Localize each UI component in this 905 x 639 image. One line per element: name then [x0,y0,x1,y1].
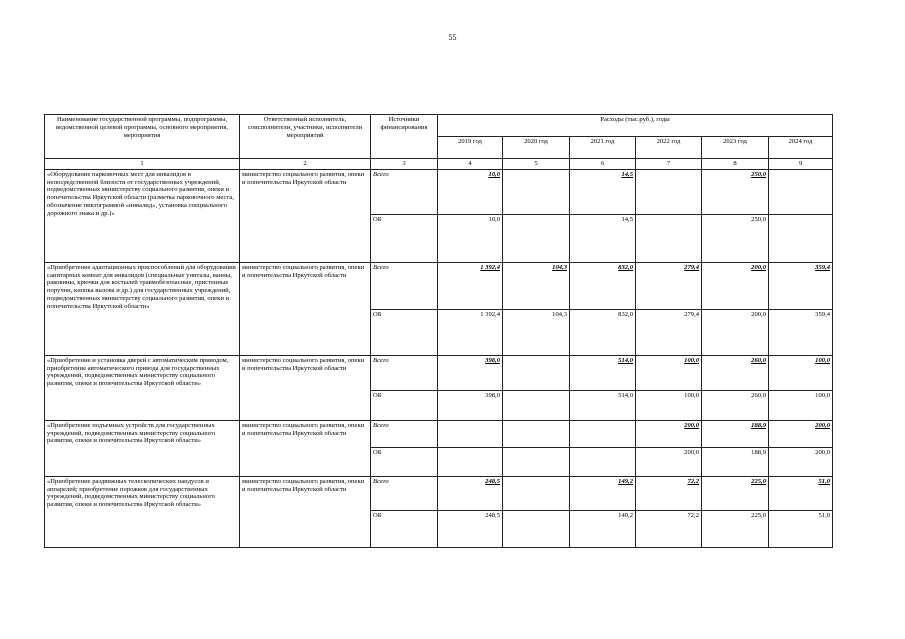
funding-source-ob: ОБ [371,309,438,355]
column-number: 8 [702,159,769,170]
ob-value: 225,0 [702,510,769,547]
header-source: Источники финансирования [371,115,438,159]
ob-value: 149,2 [570,510,636,547]
funding-source-total: Всего [371,420,438,447]
responsible-executor: министерство социального развития, опеки и попечительства Иркутской области [240,476,371,547]
column-number: 9 [769,159,833,170]
table-row [45,355,833,390]
total-value [438,420,503,447]
ob-value [769,214,833,262]
funding-source-total: Всего [371,262,438,309]
ob-value: 100,0 [636,390,702,420]
funding-source-total: Всего [371,476,438,510]
table-row [45,420,833,447]
total-value: 260,0 [702,355,769,390]
ob-value: 200,0 [636,447,702,476]
ob-value: 200,0 [769,447,833,476]
total-value: 200,0 [702,262,769,309]
funding-source-ob: ОБ [371,390,438,420]
ob-value: 14,5 [570,214,636,262]
total-value: 72,2 [636,476,702,510]
ob-value: 248,5 [438,510,503,547]
ob-value: 104,3 [503,309,570,355]
total-value: 514,0 [570,355,636,390]
total-value: 100,0 [636,355,702,390]
total-value: 832,0 [570,262,636,309]
total-value [503,169,570,214]
total-value: 398,0 [438,355,503,390]
ob-value [503,510,570,547]
ob-value [503,214,570,262]
ob-value [636,214,702,262]
ob-value: 514,0 [570,390,636,420]
table-row [45,476,833,510]
total-value [570,420,636,447]
responsible-executor: министерство социального развития, опеки и попечительства Иркутской области [240,355,371,420]
header-year: 2019 год [438,137,503,159]
total-value [503,420,570,447]
ob-value: 100,0 [769,390,833,420]
ob-value: 279,4 [636,309,702,355]
activity-name: «Оборудование парковочных мест для инвалидов в непосредственной близости от государственных учреждений, подведомственных министерству социального развития, опеки и попечительства Иркутской области (разметка парковочного места, обозначение пиктограммой «инвалид», установка специального дорожного знака и др.)» [45,169,240,262]
total-value: 200,0 [769,420,833,447]
total-value [769,169,833,214]
ob-value [570,447,636,476]
ob-value: 1 392,4 [438,309,503,355]
header-expenses: Расходы (тыс.руб.), годы [438,115,833,137]
ob-value: 398,0 [438,390,503,420]
header-year: 2024 год [769,137,833,159]
ob-value: 260,0 [702,390,769,420]
funding-source-ob: ОБ [371,447,438,476]
total-value: 359,4 [769,262,833,309]
ob-value: 359,4 [769,309,833,355]
ob-value: 188,9 [702,447,769,476]
ob-value: 832,0 [570,309,636,355]
ob-value: 51,0 [769,510,833,547]
total-value [503,476,570,510]
activity-name: «Приобретение адаптационных приспособлений для оборудования санитарных комнат для инвалидов (специальные унитазы, ванны, раковины, крючки для костылей травмобезопасные, пристенные поручни, кнопка вызова и др.) для государственных учреждений, подведомственных министерству социального развития, опеки и попечительства Иркутской области» [45,262,240,355]
total-value: 188,9 [702,420,769,447]
ob-value [438,447,503,476]
funding-source-ob: ОБ [371,510,438,547]
column-number: 7 [636,159,702,170]
column-number: 5 [503,159,570,170]
total-value: 248,5 [438,476,503,510]
total-value: 100,0 [769,355,833,390]
header-name: Наименование государственной программы, подпрограммы, ведомственной целевой программы, основного мероприятия, мероприятия [45,115,240,159]
page-number: 55 [448,33,457,42]
ob-value: 200,0 [702,309,769,355]
funding-source-total: Всего [371,169,438,214]
funding-source-total: Всего [371,355,438,390]
total-value [636,169,702,214]
responsible-executor: министерство социального развития, опеки и попечительства Иркутской области [240,262,371,355]
column-number: 4 [438,159,503,170]
column-number: 6 [570,159,636,170]
header-year: 2021 год [570,137,636,159]
header-executor: Ответственный исполнитель, соисполнители, участники, исполнители мероприятий [240,115,371,159]
total-value: 250,0 [702,169,769,214]
total-value [503,355,570,390]
funding-source-ob: ОБ [371,214,438,262]
total-value: 279,4 [636,262,702,309]
ob-value: 72,2 [636,510,702,547]
column-number: 1 [45,159,240,170]
header-year: 2023 год [702,137,769,159]
total-value: 51,0 [769,476,833,510]
header-year: 2020 год [503,137,570,159]
total-value: 200,0 [636,420,702,447]
total-value: 104,3 [503,262,570,309]
ob-value: 10,0 [438,214,503,262]
activity-name: «Приобретение раздвижных телескопических пандусов и аппарелей; приобретение порожков для государственных учреждений, подведомственных министерству социального развития, опеки и попечительства Иркутской области» [45,476,240,547]
activity-name: «Приобретение подъемных устройств для государственных учреждений, подведомственных министерству социального развития, опеки и попечительства Иркутской области» [45,420,240,476]
ob-value [503,390,570,420]
ob-value [503,447,570,476]
column-number: 3 [371,159,438,170]
ob-value: 250,0 [702,214,769,262]
total-value: 1 392,4 [438,262,503,309]
total-value: 149,2 [570,476,636,510]
total-value: 10,0 [438,169,503,214]
table-row [45,169,833,214]
expenses-table [44,114,833,548]
total-value: 14,5 [570,169,636,214]
total-value: 225,0 [702,476,769,510]
table-row [45,262,833,309]
column-number: 2 [240,159,371,170]
header-year: 2022 год [636,137,702,159]
responsible-executor: министерство социального развития, опеки и попечительства Иркутской области [240,420,371,476]
responsible-executor: министерство социального развития, опеки и попечительства Иркутской области [240,169,371,262]
activity-name: «Приобретение и установка дверей с автоматическим приводом, приобретение автоматического привода для государственных учреждений, подведомственных министерству социального развития, опеки и попечительства Иркутской области» [45,355,240,420]
